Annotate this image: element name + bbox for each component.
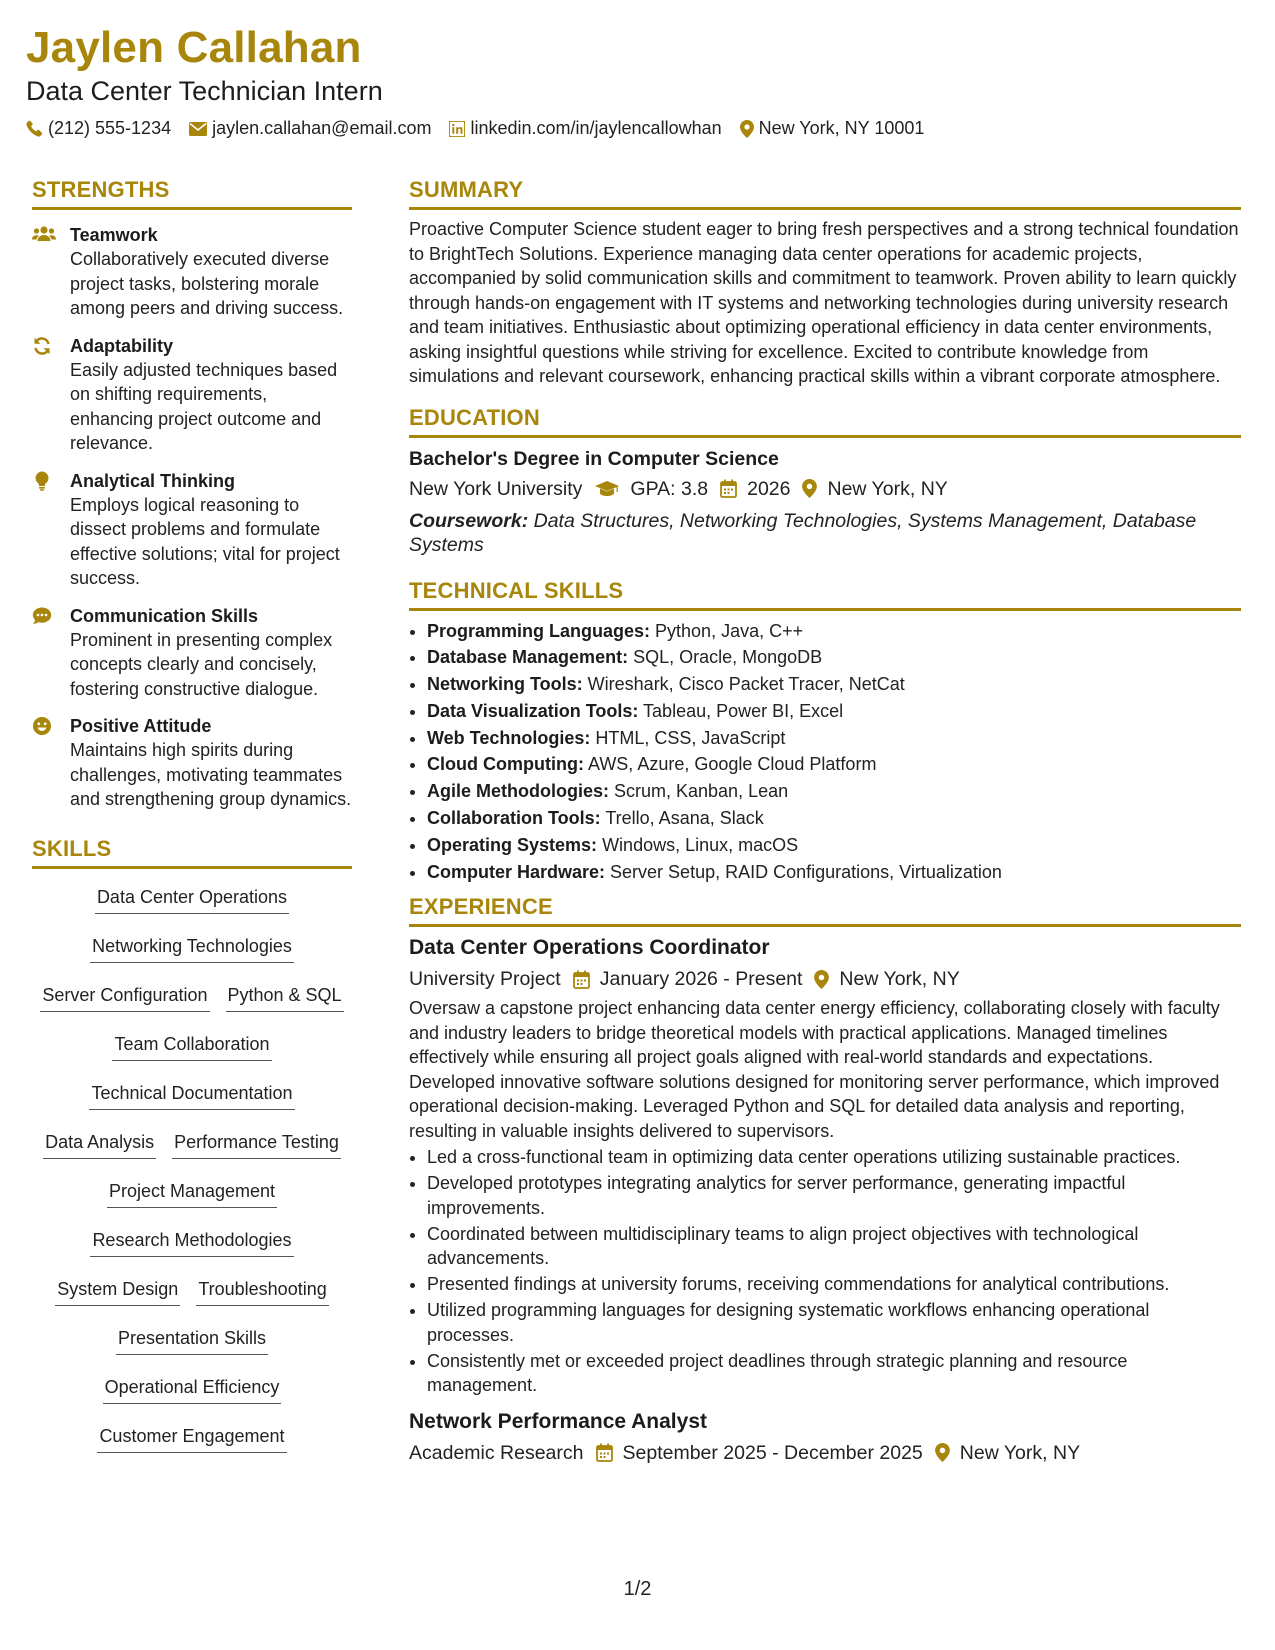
year-item [720, 475, 790, 503]
skill-tag: System Design [55, 1271, 180, 1306]
strength-item [32, 714, 352, 812]
skill-values: Scrum, Kanban, Lean [609, 781, 789, 802]
skill-tag: Customer Engagement [97, 1418, 286, 1453]
list-item [427, 860, 1241, 885]
map-pin-icon [802, 479, 817, 498]
skill-category: Networking Tools: [427, 674, 583, 695]
coursework-list: Data Structures, Networking Technologies, Systems Management, Database Systems [409, 509, 1197, 556]
skill-category: Web Technologies: [427, 727, 591, 748]
job-location: New York, NY [959, 1441, 1081, 1464]
list-item: • Utilized programming languages for designing systematic workflows enhancing operational processes. [427, 1298, 1241, 1347]
strength-item [32, 469, 352, 591]
contact-location [740, 118, 925, 139]
skills-heading: SKILLS [32, 834, 352, 869]
job-org: University Project [409, 968, 561, 991]
skill-category: Computer Hardware: [427, 861, 606, 882]
job-dates: September 2025 - December 2025 [622, 1441, 923, 1464]
skill-category: Cloud Computing: [427, 754, 584, 775]
phone-text: (212) 555-1234 [48, 118, 172, 138]
candidate-name: Jaylen Callahan [26, 23, 362, 72]
calendar-icon [573, 970, 590, 989]
users-icon [32, 223, 70, 321]
skill-tag: Troubleshooting [196, 1271, 328, 1306]
strength-item [32, 604, 352, 702]
job-location-item [814, 965, 959, 993]
skill-category: Collaboration Tools: [427, 808, 601, 829]
job-bullets [409, 1145, 1241, 1398]
experience-heading: EXPERIENCE [409, 892, 1241, 927]
list-item: • Coordinated between multidisciplinary teams to align project objectives with technological advancements. [427, 1222, 1241, 1271]
gpa-text: GPA: 3.8 [630, 477, 709, 500]
experience-entry [409, 934, 1241, 1398]
graduation-cap-icon [594, 480, 620, 498]
skill-category: Programming Languages: [427, 620, 651, 641]
envelope-icon [189, 122, 207, 136]
list-item [427, 806, 1241, 831]
linkedin-icon [449, 121, 465, 137]
strength-title: Positive Attitude [70, 716, 212, 736]
right-column [409, 175, 1241, 1467]
comment-icon [32, 604, 70, 702]
experience-entry [409, 1408, 1241, 1467]
skill-tag: Team Collaboration [112, 1026, 271, 1061]
contact-linkedin[interactable] [449, 118, 721, 139]
skill-tag: Presentation Skills [116, 1320, 268, 1355]
degree-title: Bachelor's Degree in Computer Science [409, 447, 779, 470]
skill-tag: Data Analysis [43, 1124, 156, 1159]
sync-icon [32, 334, 70, 456]
strength-item [32, 334, 352, 456]
coursework [409, 509, 1241, 558]
strength-title: Communication Skills [70, 605, 259, 626]
list-item [427, 779, 1241, 804]
skill-values: Trello, Asana, Slack [600, 808, 764, 829]
job-title: Data Center Operations Coordinator [409, 936, 770, 960]
skill-values: Windows, Linux, macOS [597, 834, 799, 855]
email-text: jaylen.callahan@email.com [212, 118, 432, 138]
list-item: • Developed prototypes integrating analytics for server performance, generating impactful improvements. [427, 1171, 1241, 1220]
gpa-item [594, 475, 708, 503]
map-pin-icon [740, 120, 754, 138]
skill-tag: Research Methodologies [90, 1222, 293, 1257]
skill-values: AWS, Azure, Google Cloud Platform [583, 754, 877, 775]
skill-tag: Python & SQL [226, 977, 344, 1012]
job-dates-item [573, 965, 803, 993]
skill-tag: Performance Testing [172, 1124, 341, 1159]
smile-icon [32, 714, 70, 812]
skill-values: SQL, Oracle, MongoDB [628, 647, 823, 668]
strength-desc: Collaboratively executed diverse project tasks, bolstering morale among peers and driving success. [70, 249, 344, 318]
contact-email[interactable] [189, 118, 431, 139]
skill-category: Data Visualization Tools: [427, 700, 639, 721]
strength-desc: Prominent in presenting complex concepts clearly and concisely, fostering constructive dialogue. [70, 629, 333, 699]
skill-values: HTML, CSS, JavaScript [590, 727, 786, 748]
strength-desc: Easily adjusted techniques based on shifting requirements, enhancing project outcome and relevance. [70, 359, 338, 453]
education-heading: EDUCATION [409, 403, 1241, 438]
skill-category: Operating Systems: [427, 834, 598, 855]
skill-values: Server Setup, RAID Configurations, Virtualization [605, 861, 1002, 882]
education-meta [409, 475, 1241, 503]
list-item [427, 645, 1241, 670]
lightbulb-icon [32, 469, 70, 591]
list-item [427, 833, 1241, 858]
strength-title: Analytical Thinking [70, 470, 236, 491]
skill-values: Python, Java, C++ [650, 620, 804, 641]
skill-tag: Project Management [107, 1173, 277, 1208]
job-org: Academic Research [409, 1441, 584, 1464]
job-dates: January 2026 - Present [599, 968, 803, 991]
linkedin-text: linkedin.com/in/jaylencallowhan [470, 118, 722, 138]
year-text: 2026 [747, 477, 791, 500]
list-item [427, 672, 1241, 697]
page-number: 1/2 [623, 1578, 652, 1600]
list-item [427, 752, 1241, 777]
summary-heading: SUMMARY [409, 175, 1241, 210]
list-item: • Presented findings at university forums, receiving commendations for analytical contributions. [427, 1272, 1241, 1297]
strengths-heading: STRENGTHS [32, 175, 352, 210]
contact-phone [26, 118, 171, 139]
resume-header [26, 22, 1246, 139]
edu-location-item [802, 475, 947, 503]
list-item [427, 726, 1241, 751]
candidate-title: Data Center Technician Intern [26, 76, 383, 106]
strength-item [32, 223, 352, 321]
strength-title: Teamwork [70, 225, 158, 245]
job-location: New York, NY [839, 968, 960, 991]
job-meta [409, 1439, 1241, 1467]
list-item [427, 699, 1241, 724]
skill-tag: Networking Technologies [90, 928, 294, 963]
strength-desc: Maintains high spirits during challenges, motivating teammates and strengthening group dynamics. [70, 740, 352, 809]
location-text: New York, NY 10001 [758, 118, 925, 138]
contact-bar [26, 118, 1246, 139]
list-item: • Led a cross-functional team in optimizing data center operations utilizing sustainable practices. [427, 1145, 1241, 1170]
strength-desc: Employs logical reasoning to dissect problems and formulate effective solutions; vital for project success. [70, 494, 340, 588]
technical-skills-heading: TECHNICAL SKILLS [409, 576, 1241, 611]
phone-icon [26, 120, 43, 137]
coursework-label: Coursework: [409, 509, 529, 532]
calendar-icon [596, 1443, 613, 1462]
skill-category: Agile Methodologies: [427, 781, 609, 802]
skill-tag: Technical Documentation [89, 1075, 294, 1110]
list-item: • Consistently met or exceeded project deadlines through strategic planning and resource management. [427, 1349, 1241, 1398]
job-meta [409, 965, 1241, 993]
job-location-item [935, 1439, 1080, 1467]
calendar-icon [720, 479, 737, 498]
skill-tag: Server Configuration [40, 977, 209, 1012]
job-description: Oversaw a capstone project enhancing data center energy efficiency, collaborating closely with faculty and industry leaders to bridge theoretical models with practical applications. Managed timelines effectively while ensuring all project goals aligned with real-world standards and expectations. Developed innovative software solutions designed for monitoring server performance, which improved operational decision-making. Leveraged Python and SQL for detailed data analysis and reporting, resulting in valuable insights delivered to supervisors. [409, 998, 1220, 1141]
summary-text: Proactive Computer Science student eager to bring fresh perspectives and a strong technical foundation to BrightTech Solutions. Experience managing data center operations for academic projects, accompanied by solid communication skills and commitment to teamwork. Proven ability to learn quickly through hands-on engagement with IT systems and networking technologies during university research and team initiatives. Enthusiastic about optimizing operational efficiency in data center environments, asking insightful questions while striving for excellence. Excited to contribute knowledge from simulations and relevant coursework, enhancing practical skills within a vibrant corporate atmosphere. [409, 219, 1239, 386]
skill-tag: Operational Efficiency [103, 1369, 282, 1404]
skills-list [32, 879, 352, 1467]
map-pin-icon [814, 970, 829, 989]
skill-category: Database Management: [427, 647, 629, 668]
job-title: Network Performance Analyst [409, 1409, 707, 1433]
job-dates-item [596, 1439, 923, 1467]
skill-tag: Data Center Operations [95, 879, 289, 914]
edu-location-text: New York, NY [827, 477, 948, 500]
list-item [427, 619, 1241, 644]
left-column [32, 175, 352, 1467]
school-name: New York University [409, 477, 583, 500]
technical-skills-list [409, 619, 1241, 885]
map-pin-icon [935, 1443, 950, 1462]
skill-values: Tableau, Power BI, Excel [638, 700, 844, 721]
strength-title: Adaptability [70, 335, 174, 356]
skill-values: Wireshark, Cisco Packet Tracer, NetCat [582, 674, 905, 695]
